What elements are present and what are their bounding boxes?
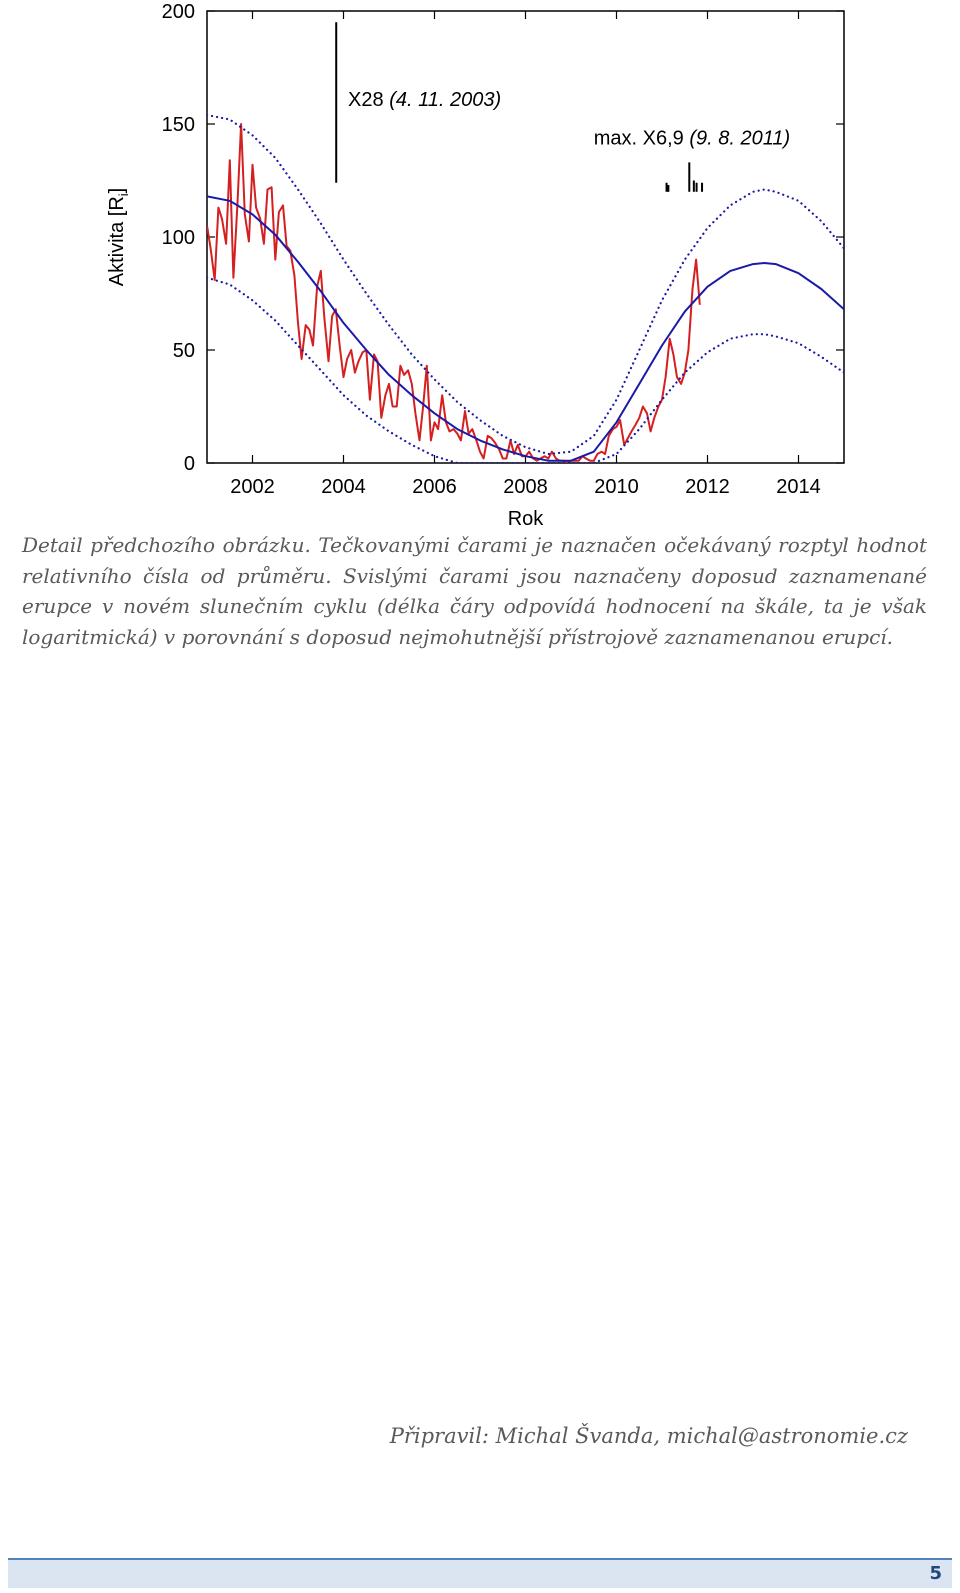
series-predicted (207, 196, 844, 460)
author-credit: Připravil: Michal Švanda, michal@astronomie.cz (389, 1424, 908, 1448)
chart-svg (0, 0, 960, 540)
series-expected-upper (207, 115, 844, 454)
y-tick-label: 50 (172, 340, 195, 362)
x-tick-label: 2006 (412, 476, 457, 498)
x-axis-label: Rok (507, 508, 544, 530)
page-number: 5 (929, 1563, 942, 1584)
y-tick-label: 200 (161, 1, 195, 23)
x-tick-label: 2010 (594, 476, 639, 498)
series-expected-lower (207, 278, 844, 463)
y-tick-label: 0 (183, 453, 195, 475)
x-tick-label: 2002 (230, 476, 275, 498)
x-tick-label: 2014 (776, 476, 821, 498)
x-tick-label: 2012 (685, 476, 730, 498)
annotation-x28: X28 (4. 11. 2003) (348, 88, 502, 111)
annotation-max-x69: max. X6,9 (9. 8. 2011) (593, 127, 791, 150)
y-tick-label: 150 (161, 114, 195, 136)
plot-frame (207, 11, 844, 463)
figure-caption: Detail předchozího obrázku. Tečkovanými čarami je naznačen očekávaný rozptyl hodnot relativního čísla od průměru. Svislými čarami jsou naznačeny doposud zaznamenané erupce v novém slunečním cyklu (délka čáry odpovídá hodnocení na škále, ta je však logaritmická) v porovnání s doposud nejmohutnější přístrojově zaznamenanou erupcí. (22, 533, 927, 649)
y-tick-label: 100 (161, 227, 195, 249)
series-observed (207, 124, 700, 463)
x-tick-label: 2008 (503, 476, 548, 498)
x-tick-label: 2004 (321, 476, 366, 498)
solar-activity-chart (0, 0, 960, 540)
page-footer (8, 1558, 952, 1588)
y-axis-label: Aktivita $[R_i]$ (106, 187, 131, 287)
